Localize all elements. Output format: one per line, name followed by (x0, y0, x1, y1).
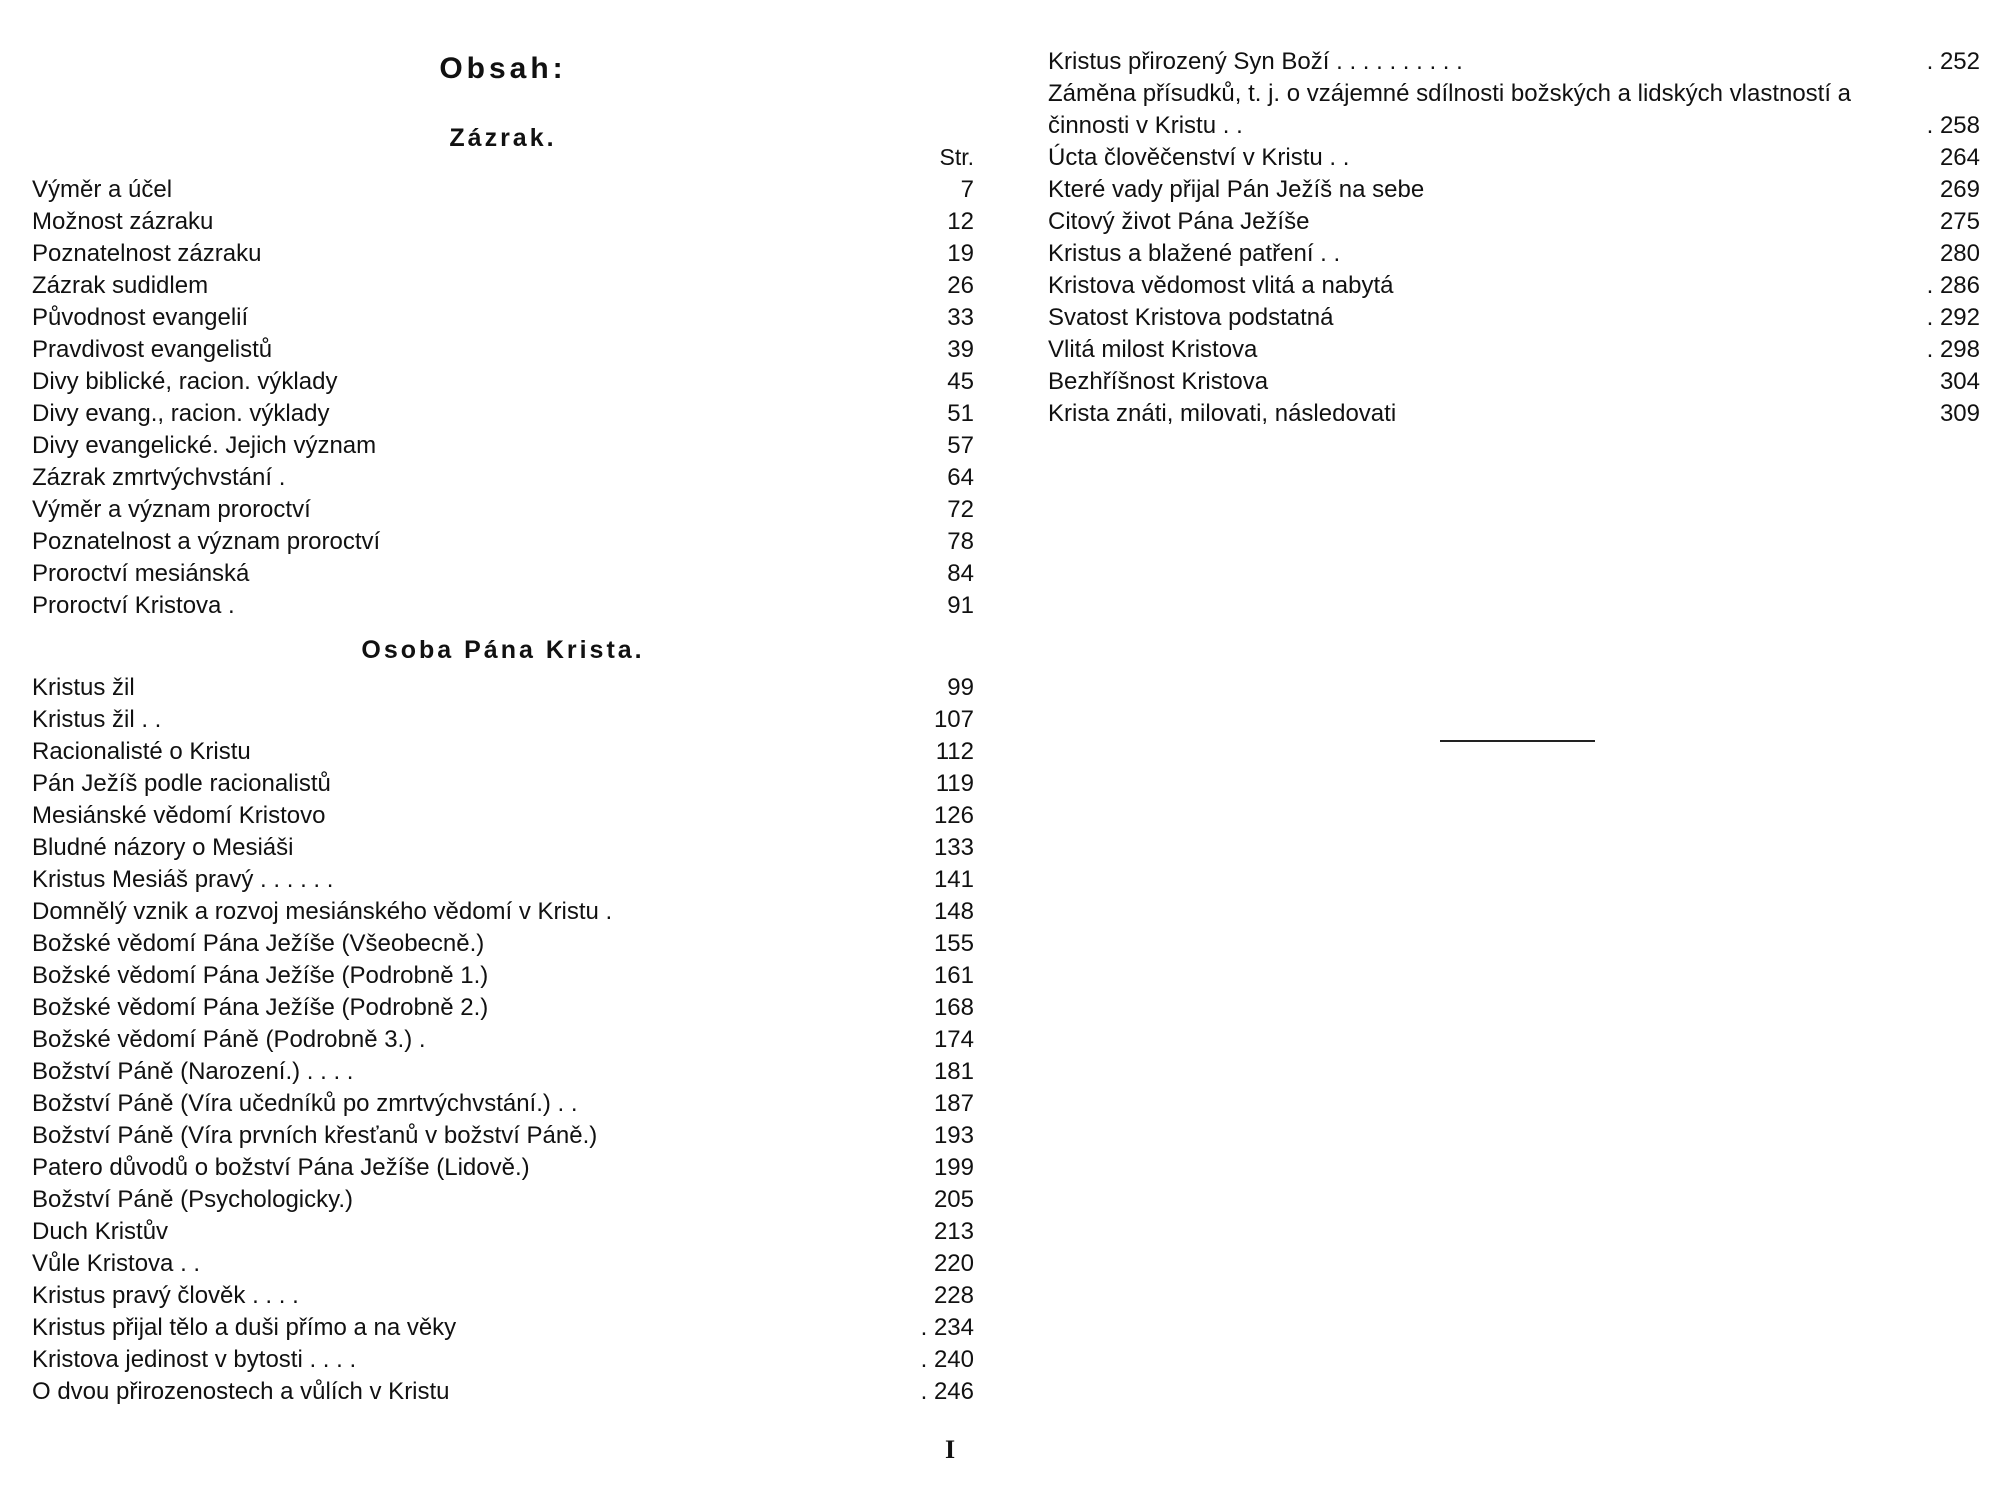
toc-entry-page: 264 (1939, 144, 1980, 171)
toc-entry-title: Zázrak zmrtvýchvstání . (32, 464, 286, 491)
toc-entry-page: 168 (933, 994, 974, 1021)
toc-entry-title: Božství Páně (Víra učedníků po zmrtvýchvstání.) . . (32, 1090, 578, 1117)
toc-entry-page: 99 (947, 674, 974, 701)
toc-entry (1048, 78, 1980, 142)
toc-entry (1048, 174, 1980, 206)
toc-entry-title: Bludné názory o Mesiáši (32, 834, 294, 861)
section-zazrak-entries (32, 174, 974, 622)
toc-entry-title: Divy evangelické. Jejich význam (32, 432, 377, 459)
toc-entry-page: 112 (935, 738, 974, 765)
toc-entry-page: 26 (947, 272, 974, 299)
toc-entry-page: 141 (933, 866, 974, 893)
toc-entry-page: 7 (960, 176, 974, 203)
toc-entry-title: Bezhříšnost Kristova (1048, 368, 1269, 395)
toc-entry (32, 1312, 974, 1344)
toc-entry-title: Mesiánské vědomí Kristovo (32, 802, 326, 829)
toc-entry-title: Kristus a blažené patření . . (1048, 240, 1341, 267)
toc-entry (32, 174, 974, 206)
toc-entry-page: 187 (933, 1090, 974, 1117)
toc-entry-page: 199 (933, 1154, 974, 1181)
toc-entry (32, 1248, 974, 1280)
toc-entry-title: Krista znáti, milovati, následovati (1048, 400, 1397, 427)
toc-entry-title: Proroctví Kristova . (32, 592, 235, 619)
toc-entry-page: . 240 (920, 1346, 974, 1373)
toc-entry-page: 174 (933, 1026, 974, 1053)
toc-entry-page: 84 (947, 560, 974, 587)
toc-entry-title: Poznatelnost zázraku (32, 240, 262, 267)
toc-entry-page: 193 (933, 1122, 974, 1149)
toc-entry (32, 1120, 974, 1152)
toc-entry (32, 1184, 974, 1216)
toc-entry-title: Zázrak sudidlem (32, 272, 209, 299)
toc-entry-page: 126 (933, 802, 974, 829)
toc-entry-title: Poznatelnost a význam proroctví (32, 528, 381, 555)
toc-entry-title: Kristus přirozený Syn Boží . . . . . . . . . . (1048, 48, 1463, 75)
toc-entry-title: Pán Ježíš podle racionalistů (32, 770, 331, 797)
toc-entry-page: . 298 (1926, 336, 1980, 363)
toc-entry-title: Božství Páně (Narození.) . . . . (32, 1058, 354, 1085)
toc-entry (32, 206, 974, 238)
toc-entry-title: Duch Kristův (32, 1218, 169, 1245)
toc-entry (1048, 270, 1980, 302)
toc-entry (32, 960, 974, 992)
toc-entry-page: 19 (947, 240, 974, 267)
toc-entry (32, 928, 974, 960)
section-heading-zazrak: Zázrak. (449, 124, 557, 152)
toc-entry-title: Kristova vědomost vlitá a nabytá (1048, 272, 1394, 299)
toc-entry-page: 119 (935, 770, 974, 797)
right-column-entries (1048, 46, 1980, 430)
toc-entry-title: Božství Páně (Psychologicky.) (32, 1186, 354, 1213)
toc-entry-page: 39 (947, 336, 974, 363)
toc-entry (32, 1216, 974, 1248)
toc-entry-page: 280 (1939, 240, 1980, 267)
toc-entry-title: O dvou přirozenostech a vůlích v Kristu (32, 1378, 450, 1405)
toc-entry (1048, 142, 1980, 174)
toc-entry-page: 220 (933, 1250, 974, 1277)
section-osoba-entries (32, 672, 974, 1408)
toc-entry-title: Pravdivost evangelistů (32, 336, 273, 363)
toc-entry-page: 269 (1939, 176, 1980, 203)
toc-entry-page: 33 (947, 304, 974, 331)
toc-entry (32, 736, 974, 768)
toc-entry (32, 864, 974, 896)
toc-entry-title: Které vady přijal Pán Ježíš na sebe (1048, 176, 1425, 203)
toc-entry-page: 304 (1939, 368, 1980, 395)
toc-entry (1048, 398, 1980, 430)
toc-entry-title: Vůle Kristova . . (32, 1250, 201, 1277)
toc-entry (32, 590, 974, 622)
toc-entry-page: 78 (947, 528, 974, 555)
toc-entry-page: 213 (933, 1218, 974, 1245)
toc-entry (32, 1056, 974, 1088)
toc-entry (32, 1280, 974, 1312)
toc-entry-title: Božství Páně (Víra prvních křesťanů v božství Páně.) (32, 1122, 598, 1149)
toc-entry-page: 64 (947, 464, 974, 491)
toc-entry (1048, 46, 1980, 78)
page-column-label: Str. (939, 144, 974, 170)
toc-entry-page: 12 (947, 208, 974, 235)
toc-entry (32, 800, 974, 832)
toc-entry-page: 148 (933, 898, 974, 925)
toc-entry-page: 309 (1939, 400, 1980, 427)
toc-entry-title: Božské vědomí Pána Ježíše (Podrobně 1.) (32, 962, 489, 989)
toc-entry-page: 181 (933, 1058, 974, 1085)
toc-entry-title: Racionalisté o Kristu (32, 738, 251, 765)
toc-entry (32, 704, 974, 736)
toc-entry-page: . 234 (920, 1314, 974, 1341)
toc-entry (32, 1376, 974, 1408)
toc-entry-page: . 258 (1926, 112, 1980, 139)
toc-entry-page: . 246 (920, 1378, 974, 1405)
toc-entry (32, 1088, 974, 1120)
toc-title: Obsah: (439, 52, 567, 85)
toc-entry (32, 558, 974, 590)
toc-entry-title: Původnost evangelií (32, 304, 249, 331)
toc-entry-page: 45 (947, 368, 974, 395)
toc-entry-title: Božské vědomí Pána Ježíše (Všeobecně.) (32, 930, 485, 957)
toc-entry (1048, 334, 1980, 366)
toc-entry-page: . 292 (1926, 304, 1980, 331)
toc-entry-title: Kristus pravý člověk . . . . (32, 1282, 299, 1309)
toc-entry-page: 51 (947, 400, 974, 427)
toc-entry (32, 832, 974, 864)
toc-entry (32, 462, 974, 494)
toc-entry (32, 366, 974, 398)
toc-entry-page: . 286 (1926, 272, 1980, 299)
toc-entry-page: 133 (933, 834, 974, 861)
toc-entry (32, 270, 974, 302)
toc-entry (1048, 238, 1980, 270)
toc-entry-title: Divy evang., racion. výklady (32, 400, 330, 427)
toc-entry-title: Citový život Pána Ježíše (1048, 208, 1310, 235)
toc-entry (32, 896, 974, 928)
toc-entry (32, 430, 974, 462)
toc-entry-page: 275 (1939, 208, 1980, 235)
toc-entry-page: 228 (933, 1282, 974, 1309)
toc-entry-title: Proroctví mesiánská (32, 560, 250, 587)
toc-entry-title: Úcta člověčenství v Kristu . . (1048, 144, 1350, 171)
toc-entry (32, 398, 974, 430)
toc-entry (1048, 206, 1980, 238)
toc-entry-page: 205 (933, 1186, 974, 1213)
toc-entry-page: 91 (947, 592, 974, 619)
toc-entry (32, 238, 974, 270)
toc-entry (32, 526, 974, 558)
toc-entry (32, 672, 974, 704)
toc-entry-page: 72 (947, 496, 974, 523)
toc-entry (32, 768, 974, 800)
toc-entry (32, 494, 974, 526)
toc-entry-title: Kristus přijal tělo a duši přímo a na věky (32, 1314, 457, 1341)
toc-entry-title: Divy biblické, racion. výklady (32, 368, 338, 395)
toc-entry-title: Vlitá milost Kristova (1048, 336, 1258, 363)
section-heading-osoba: Osoba Pána Krista. (361, 636, 645, 664)
toc-entry-title: Kristus žil (32, 674, 135, 701)
toc-entry-title: Záměna přísudků, t. j. o vzájemné sdílnosti božských a lidských vlastností a činnosti v Kristu . . (1048, 80, 1852, 139)
toc-entry-page: 107 (933, 706, 974, 733)
toc-entry-title: Domnělý vznik a rozvoj mesiánského vědomí v Kristu . (32, 898, 613, 925)
toc-entry (32, 992, 974, 1024)
toc-entry (32, 302, 974, 334)
toc-entry-title: Kristova jedinost v bytosti . . . . (32, 1346, 357, 1373)
toc-entry-title: Výměr a účel (32, 176, 173, 203)
toc-entry-title: Svatost Kristova podstatná (1048, 304, 1334, 331)
toc-entry (1048, 302, 1980, 334)
toc-entry-title: Možnost zázraku (32, 208, 214, 235)
end-rule (1440, 740, 1595, 742)
toc-entry-page: . 252 (1926, 48, 1980, 75)
toc-entry-title: Výměr a význam proroctví (32, 496, 311, 523)
toc-entry-page: 57 (947, 432, 974, 459)
toc-entry-title: Patero důvodů o božství Pána Ježíše (Lidově.) (32, 1154, 530, 1181)
toc-entry-title: Kristus Mesiáš pravý . . . . . . (32, 866, 334, 893)
toc-entry (32, 1344, 974, 1376)
toc-entry-title: Božské vědomí Pána Ježíše (Podrobně 2.) (32, 994, 489, 1021)
toc-entry (1048, 366, 1980, 398)
page-number: I (944, 1435, 956, 1464)
toc-entry-title: Kristus žil . . (32, 706, 162, 733)
toc-entry-page: 161 (933, 962, 974, 989)
toc-entry (32, 1024, 974, 1056)
toc-entry (32, 1152, 974, 1184)
toc-entry-page: 155 (933, 930, 974, 957)
toc-entry-title: Božské vědomí Páně (Podrobně 3.) . (32, 1026, 426, 1053)
toc-entry (32, 334, 974, 366)
